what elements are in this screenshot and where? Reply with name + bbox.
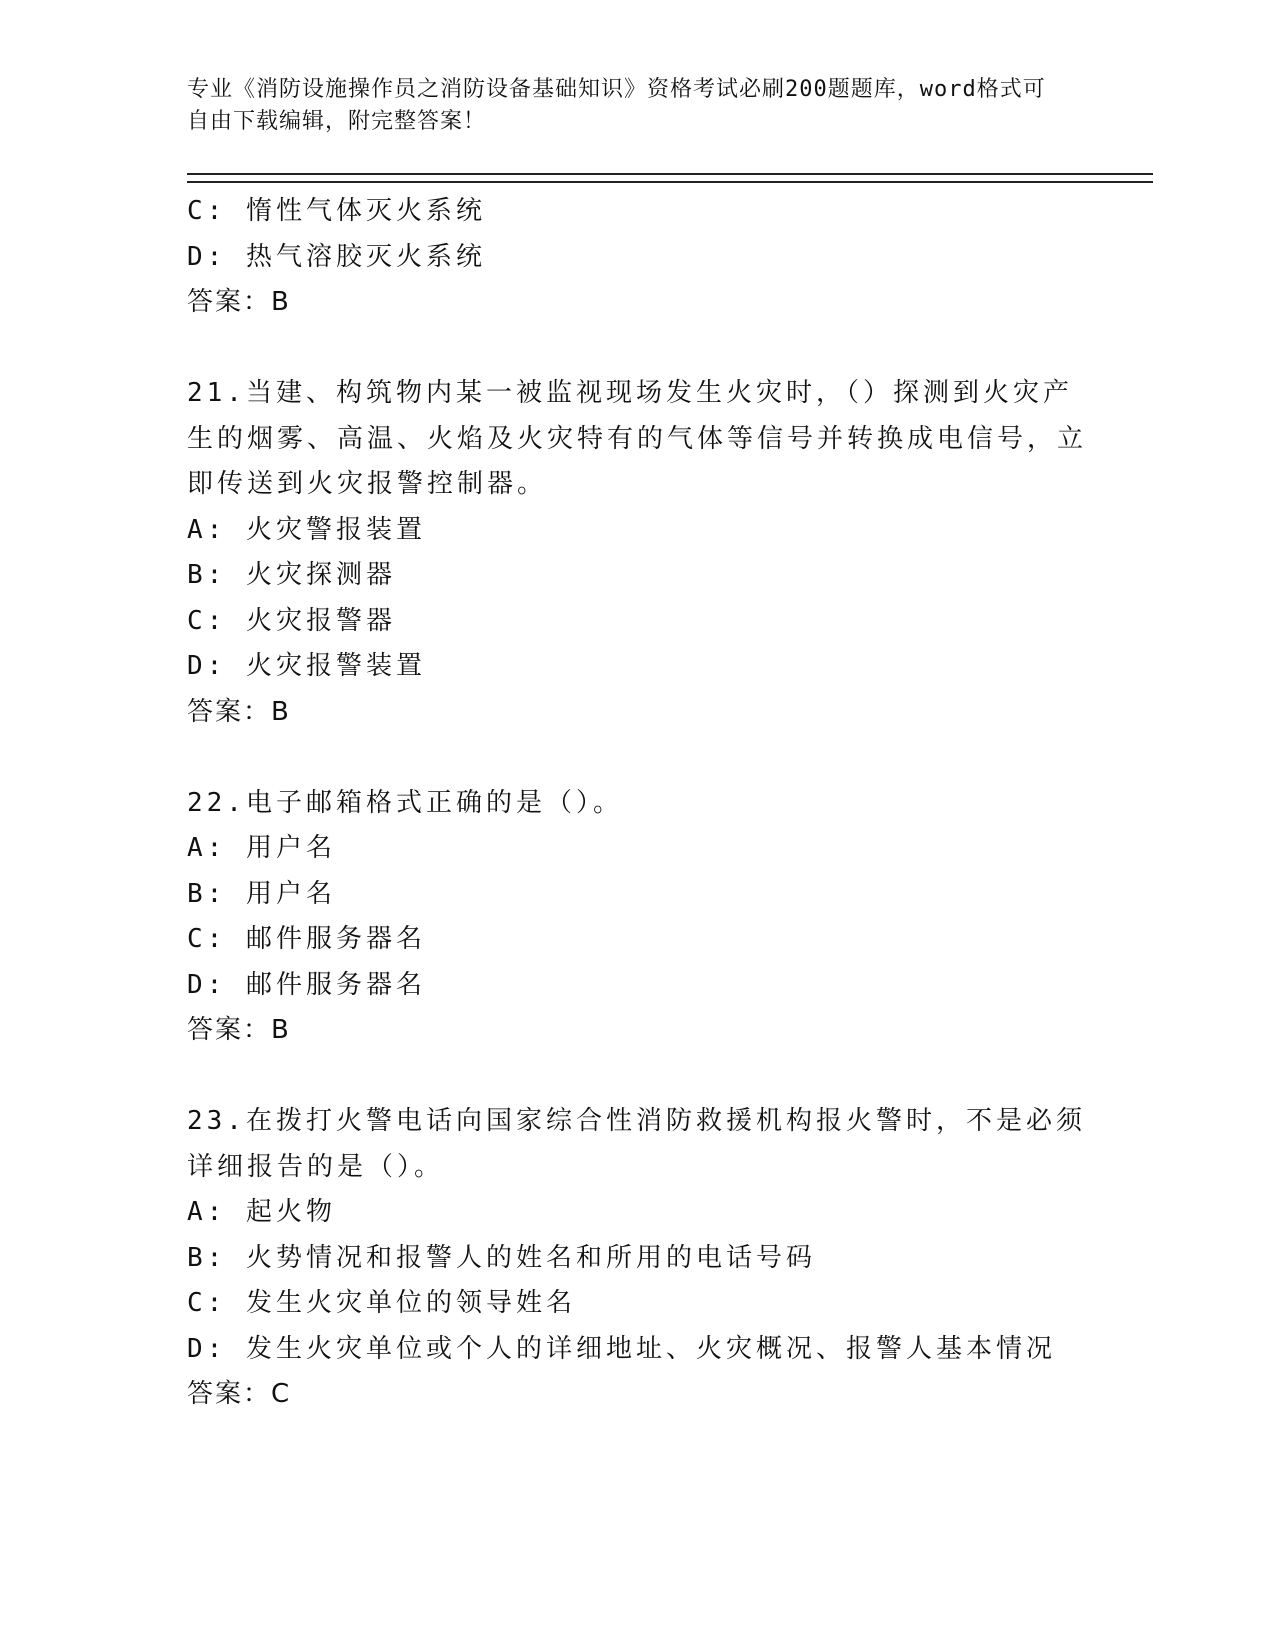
header-divider-bottom bbox=[187, 181, 1153, 183]
option-line: D: 邮件服务器名 bbox=[187, 969, 426, 1000]
option-line: A: 火灾警报装置 bbox=[187, 514, 426, 545]
question-stem: 21.当建、构筑物内某一被监视现场发生火灾时，（）探测到火灾产生的烟雾、高温、火焰及火灾特有的气体等信号并转换成电信号，立即传送到火灾报警控制器。 bbox=[187, 378, 1088, 499]
option-line: D: 发生火灾单位或个人的详细地址、火灾概况、报警人基本情况 bbox=[187, 1333, 1056, 1364]
header-divider-top bbox=[187, 173, 1153, 175]
document-header bbox=[187, 74, 1067, 138]
question-content bbox=[187, 189, 1117, 1418]
option-line: B: 火势情况和报警人的姓名和所用的电话号码 bbox=[187, 1242, 816, 1273]
option-line: B: 用户名 bbox=[187, 878, 336, 909]
spacer bbox=[187, 326, 1117, 372]
option-line: C: 邮件服务器名 bbox=[187, 924, 426, 954]
question-stem: 23.在拨打火警电话向国家综合性消防救援机构报火警时，不是必须详细报告的是（）。 bbox=[187, 1106, 1086, 1182]
option-line: A: 用户名 bbox=[187, 833, 336, 863]
option-line: D: 热气溶胶灭火系统 bbox=[187, 241, 486, 272]
option-line: A: 起火物 bbox=[187, 1197, 336, 1227]
option-line: B: 火灾探测器 bbox=[187, 560, 396, 590]
answer-line: 答案：B bbox=[187, 1015, 291, 1045]
question-stem: 22.电子邮箱格式正确的是（）。 bbox=[187, 787, 623, 818]
option-line: C: 惰性气体灭火系统 bbox=[187, 196, 486, 226]
answer-line: 答案：B bbox=[187, 287, 291, 317]
option-line: D: 火灾报警装置 bbox=[187, 651, 426, 681]
answer-line: 答案：B bbox=[187, 696, 291, 727]
option-line: C: 火灾报警器 bbox=[187, 605, 396, 636]
answer-line: 答案：C bbox=[187, 1379, 292, 1409]
option-line: C: 发生火灾单位的领导姓名 bbox=[187, 1288, 576, 1318]
spacer bbox=[187, 1054, 1117, 1100]
header-text: 专业《消防设施操作员之消防设备基础知识》资格考试必刷200题题库，word格式可自由下载编辑，附完整答案！ bbox=[187, 77, 1046, 134]
spacer bbox=[187, 735, 1117, 781]
